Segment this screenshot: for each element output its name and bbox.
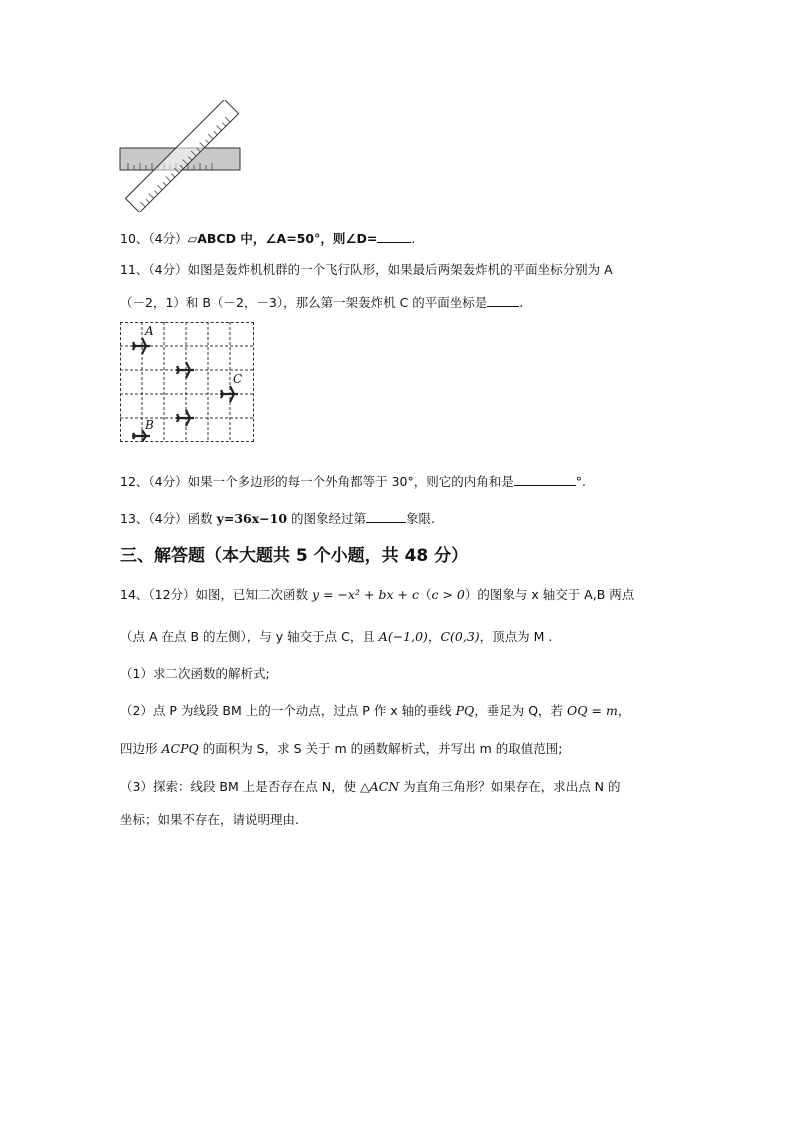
question-10: 10、（4分）▱ABCD 中，∠A=50°，则∠D= . [120,231,416,246]
question-14-part-3-line-2: 坐标；如果不存在，请说明理由. [120,812,299,827]
formation-grid-figure [120,322,254,442]
label-a: A [145,324,154,338]
question-14-part-2-line-2: 四边形 ACPQ 的面积为 S，求 S 关于 m 的函数解析式，并写出 m 的取值范围; [120,741,563,756]
label-c: C [233,372,243,386]
plane-icon-a [130,336,154,356]
question-14-part-1: （1）求二次函数的解析式; [120,666,270,681]
label-b: B [145,418,154,432]
answer-blank [514,473,576,486]
question-14-part-3: （3）探索：线段 BM 上是否存在点 N，使 △ACN 为直角三角形？如果存在，求出点 N 的 [120,779,621,794]
plane-icon [174,408,198,428]
question-14-line-2: （点 A 在点 B 的左侧），与 y 轴交于点 C，且 A(−1,0)，C(0,3)，顶点为 M . [120,629,553,644]
ruler-figure [118,100,246,212]
question-text: ▱ABCD 中，∠A=50°，则∠D= [187,231,378,246]
question-14-part-2: （2）点 P 为线段 BM 上的一个动点，过点 P 作 x 轴的垂线 PQ，垂足为 Q，若 OQ = m， [120,703,631,718]
question-11-line-1: 11、（4分）如图是轰炸机机群的一个飞行队形，如果最后两架轰炸机的平面坐标分别为 A [120,262,613,277]
answer-blank [487,294,519,307]
plane-icon-c [218,384,242,404]
question-14-line-1: 14、（12分）如图，已知二次函数 y = −x² + bx + c（c > 0）的图象与 x 轴交于 A,B 两点 [120,587,635,602]
question-13: 13、（4分）函数 y=36x−10 的图象经过第 象限. [120,511,436,526]
answer-blank [377,230,411,243]
question-number: 10、（4分） [120,231,188,246]
plane-icon [174,360,198,380]
function-expression: y=36x−10 [216,511,288,526]
question-12: 12、（4分）如果一个多边形的每一个外角都等于 30°，则它的内角和是 °. [120,474,586,489]
section-heading: 三、解答题（本大题共 5 个小题，共 48 分） [120,546,469,566]
question-11-line-2: （－2，1）和 B（－2，－3），那么第一架轰炸机 C 的平面坐标是 . [120,295,524,310]
answer-blank [366,510,406,523]
